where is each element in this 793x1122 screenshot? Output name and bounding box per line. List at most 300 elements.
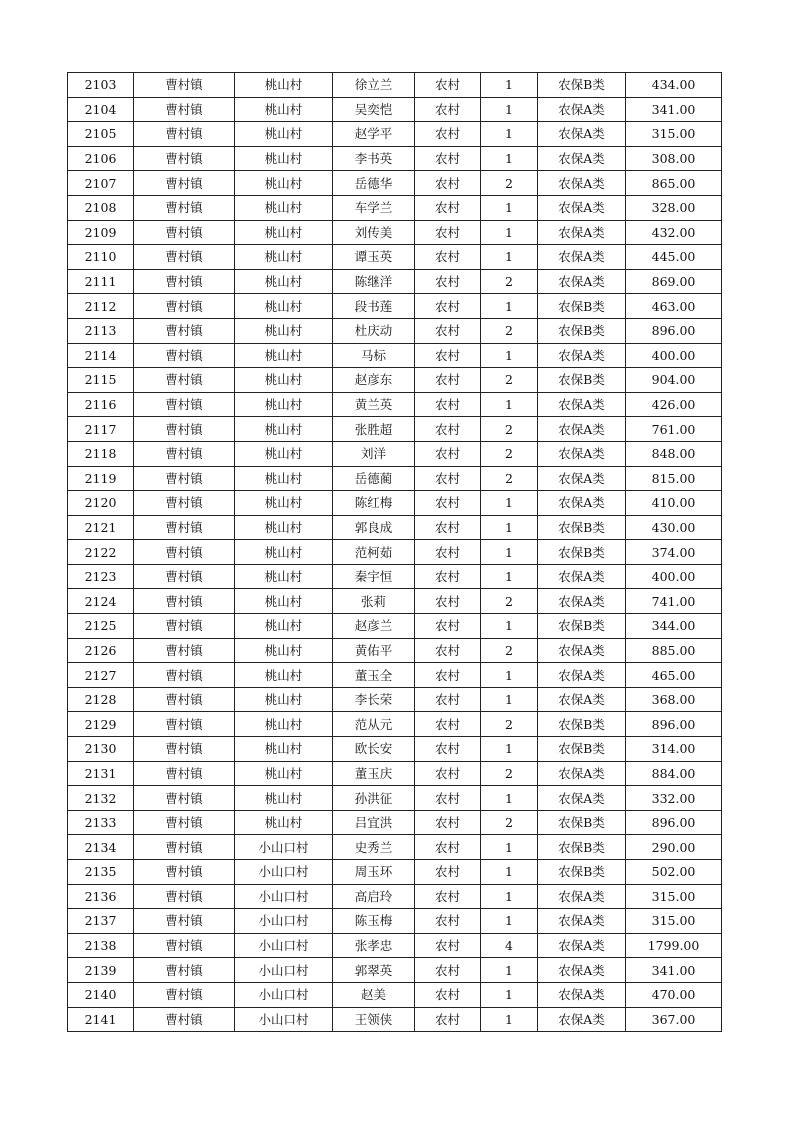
cell-household-type: 农村 <box>415 368 481 393</box>
cell-town: 曹村镇 <box>134 146 235 171</box>
cell-row-number: 2118 <box>68 441 134 466</box>
cell-amount: 865.00 <box>626 171 722 196</box>
cell-name: 张莉 <box>333 589 415 614</box>
cell-member-count: 1 <box>481 835 538 860</box>
cell-category: 农保B类 <box>538 712 626 737</box>
cell-household-type: 农村 <box>415 860 481 885</box>
cell-amount: 463.00 <box>626 294 722 319</box>
cell-village: 桃山村 <box>235 245 333 270</box>
cell-member-count: 2 <box>481 638 538 663</box>
cell-town: 曹村镇 <box>134 982 235 1007</box>
cell-member-count: 1 <box>481 343 538 368</box>
cell-town: 曹村镇 <box>134 540 235 565</box>
cell-household-type: 农村 <box>415 171 481 196</box>
cell-village: 桃山村 <box>235 146 333 171</box>
table-row <box>68 392 722 417</box>
cell-town: 曹村镇 <box>134 933 235 958</box>
cell-category: 农保A类 <box>538 392 626 417</box>
cell-category: 农保A类 <box>538 466 626 491</box>
cell-name: 王领侠 <box>333 1007 415 1032</box>
cell-name: 范从元 <box>333 712 415 737</box>
cell-household-type: 农村 <box>415 810 481 835</box>
table-row <box>68 737 722 762</box>
cell-row-number: 2109 <box>68 220 134 245</box>
table-row <box>68 933 722 958</box>
cell-category: 农保B类 <box>538 368 626 393</box>
cell-amount: 290.00 <box>626 835 722 860</box>
cell-amount: 445.00 <box>626 245 722 270</box>
cell-member-count: 4 <box>481 933 538 958</box>
cell-amount: 344.00 <box>626 614 722 639</box>
table-row <box>68 417 722 442</box>
cell-amount: 315.00 <box>626 884 722 909</box>
cell-town: 曹村镇 <box>134 368 235 393</box>
cell-household-type: 农村 <box>415 614 481 639</box>
cell-household-type: 农村 <box>415 294 481 319</box>
cell-amount: 410.00 <box>626 491 722 516</box>
table-row <box>68 761 722 786</box>
cell-row-number: 2110 <box>68 245 134 270</box>
cell-category: 农保A类 <box>538 663 626 688</box>
cell-household-type: 农村 <box>415 491 481 516</box>
cell-member-count: 2 <box>481 589 538 614</box>
table-row <box>68 835 722 860</box>
table-row <box>68 663 722 688</box>
cell-amount: 432.00 <box>626 220 722 245</box>
cell-category: 农保B类 <box>538 515 626 540</box>
cell-amount: 848.00 <box>626 441 722 466</box>
cell-household-type: 农村 <box>415 318 481 343</box>
cell-name: 张孝忠 <box>333 933 415 958</box>
table-row <box>68 786 722 811</box>
cell-name: 赵彦兰 <box>333 614 415 639</box>
cell-name: 秦宇恒 <box>333 564 415 589</box>
cell-village: 桃山村 <box>235 122 333 147</box>
cell-member-count: 1 <box>481 663 538 688</box>
cell-member-count: 1 <box>481 860 538 885</box>
cell-village: 小山口村 <box>235 860 333 885</box>
cell-row-number: 2134 <box>68 835 134 860</box>
cell-amount: 328.00 <box>626 195 722 220</box>
cell-village: 桃山村 <box>235 392 333 417</box>
cell-amount: 896.00 <box>626 712 722 737</box>
cell-town: 曹村镇 <box>134 171 235 196</box>
cell-name: 吴奕恺 <box>333 97 415 122</box>
cell-name: 杜庆动 <box>333 318 415 343</box>
table-row <box>68 146 722 171</box>
cell-member-count: 2 <box>481 368 538 393</box>
cell-town: 曹村镇 <box>134 687 235 712</box>
cell-category: 农保B类 <box>538 614 626 639</box>
cell-member-count: 1 <box>481 982 538 1007</box>
cell-member-count: 1 <box>481 392 538 417</box>
cell-member-count: 1 <box>481 737 538 762</box>
cell-amount: 465.00 <box>626 663 722 688</box>
cell-village: 小山口村 <box>235 909 333 934</box>
cell-member-count: 1 <box>481 294 538 319</box>
cell-amount: 502.00 <box>626 860 722 885</box>
cell-amount: 341.00 <box>626 97 722 122</box>
table-row <box>68 884 722 909</box>
cell-village: 小山口村 <box>235 982 333 1007</box>
cell-household-type: 农村 <box>415 663 481 688</box>
cell-household-type: 农村 <box>415 466 481 491</box>
cell-row-number: 2117 <box>68 417 134 442</box>
cell-category: 农保A类 <box>538 958 626 983</box>
cell-member-count: 1 <box>481 245 538 270</box>
cell-row-number: 2103 <box>68 73 134 98</box>
cell-name: 赵彦东 <box>333 368 415 393</box>
cell-row-number: 2112 <box>68 294 134 319</box>
cell-village: 桃山村 <box>235 368 333 393</box>
cell-household-type: 农村 <box>415 146 481 171</box>
cell-name: 段书莲 <box>333 294 415 319</box>
cell-member-count: 1 <box>481 958 538 983</box>
cell-row-number: 2121 <box>68 515 134 540</box>
cell-village: 桃山村 <box>235 810 333 835</box>
cell-category: 农保A类 <box>538 638 626 663</box>
cell-town: 曹村镇 <box>134 245 235 270</box>
cell-town: 曹村镇 <box>134 294 235 319</box>
cell-category: 农保A类 <box>538 343 626 368</box>
cell-amount: 741.00 <box>626 589 722 614</box>
cell-village: 桃山村 <box>235 318 333 343</box>
table-row <box>68 589 722 614</box>
cell-row-number: 2119 <box>68 466 134 491</box>
cell-household-type: 农村 <box>415 540 481 565</box>
cell-town: 曹村镇 <box>134 73 235 98</box>
cell-name: 董玉庆 <box>333 761 415 786</box>
cell-name: 李书英 <box>333 146 415 171</box>
cell-row-number: 2137 <box>68 909 134 934</box>
cell-village: 小山口村 <box>235 933 333 958</box>
cell-village: 桃山村 <box>235 614 333 639</box>
cell-amount: 400.00 <box>626 564 722 589</box>
table-row <box>68 318 722 343</box>
cell-household-type: 农村 <box>415 195 481 220</box>
cell-name: 谭玉英 <box>333 245 415 270</box>
cell-name: 欧长安 <box>333 737 415 762</box>
cell-category: 农保A类 <box>538 884 626 909</box>
cell-household-type: 农村 <box>415 638 481 663</box>
cell-category: 农保A类 <box>538 687 626 712</box>
cell-village: 桃山村 <box>235 589 333 614</box>
cell-village: 桃山村 <box>235 638 333 663</box>
cell-member-count: 1 <box>481 515 538 540</box>
cell-category: 农保A类 <box>538 761 626 786</box>
table-row <box>68 368 722 393</box>
cell-category: 农保A类 <box>538 171 626 196</box>
cell-village: 桃山村 <box>235 220 333 245</box>
cell-town: 曹村镇 <box>134 392 235 417</box>
cell-name: 郭翠英 <box>333 958 415 983</box>
cell-category: 农保B类 <box>538 835 626 860</box>
cell-member-count: 1 <box>481 614 538 639</box>
cell-category: 农保A类 <box>538 417 626 442</box>
cell-category: 农保A类 <box>538 589 626 614</box>
cell-category: 农保B类 <box>538 540 626 565</box>
cell-row-number: 2106 <box>68 146 134 171</box>
cell-village: 桃山村 <box>235 269 333 294</box>
cell-member-count: 1 <box>481 884 538 909</box>
cell-amount: 869.00 <box>626 269 722 294</box>
cell-household-type: 农村 <box>415 97 481 122</box>
cell-household-type: 农村 <box>415 269 481 294</box>
cell-town: 曹村镇 <box>134 663 235 688</box>
cell-category: 农保A类 <box>538 269 626 294</box>
cell-village: 桃山村 <box>235 97 333 122</box>
cell-category: 农保A类 <box>538 786 626 811</box>
cell-town: 曹村镇 <box>134 860 235 885</box>
cell-amount: 896.00 <box>626 318 722 343</box>
cell-name: 赵学平 <box>333 122 415 147</box>
cell-household-type: 农村 <box>415 417 481 442</box>
cell-amount: 904.00 <box>626 368 722 393</box>
cell-member-count: 2 <box>481 466 538 491</box>
cell-row-number: 2120 <box>68 491 134 516</box>
cell-member-count: 1 <box>481 97 538 122</box>
cell-member-count: 1 <box>481 564 538 589</box>
table-row <box>68 1007 722 1032</box>
cell-household-type: 农村 <box>415 884 481 909</box>
cell-category: 农保A类 <box>538 933 626 958</box>
cell-name: 陈玉梅 <box>333 909 415 934</box>
cell-category: 农保A类 <box>538 564 626 589</box>
cell-row-number: 2124 <box>68 589 134 614</box>
cell-category: 农保B类 <box>538 318 626 343</box>
cell-name: 孙洪征 <box>333 786 415 811</box>
cell-name: 徐立兰 <box>333 73 415 98</box>
cell-amount: 368.00 <box>626 687 722 712</box>
cell-amount: 434.00 <box>626 73 722 98</box>
cell-village: 桃山村 <box>235 466 333 491</box>
cell-row-number: 2123 <box>68 564 134 589</box>
cell-category: 农保B类 <box>538 737 626 762</box>
cell-amount: 896.00 <box>626 810 722 835</box>
cell-name: 周玉环 <box>333 860 415 885</box>
cell-name: 范柯茹 <box>333 540 415 565</box>
cell-member-count: 1 <box>481 1007 538 1032</box>
cell-amount: 885.00 <box>626 638 722 663</box>
cell-town: 曹村镇 <box>134 441 235 466</box>
table-row <box>68 958 722 983</box>
cell-village: 桃山村 <box>235 540 333 565</box>
cell-category: 农保A类 <box>538 491 626 516</box>
cell-town: 曹村镇 <box>134 1007 235 1032</box>
cell-town: 曹村镇 <box>134 343 235 368</box>
cell-amount: 315.00 <box>626 122 722 147</box>
cell-amount: 884.00 <box>626 761 722 786</box>
cell-village: 桃山村 <box>235 294 333 319</box>
cell-household-type: 农村 <box>415 122 481 147</box>
cell-row-number: 2126 <box>68 638 134 663</box>
cell-household-type: 农村 <box>415 73 481 98</box>
cell-row-number: 2115 <box>68 368 134 393</box>
cell-row-number: 2133 <box>68 810 134 835</box>
cell-household-type: 农村 <box>415 737 481 762</box>
table-row <box>68 491 722 516</box>
cell-amount: 367.00 <box>626 1007 722 1032</box>
cell-household-type: 农村 <box>415 441 481 466</box>
cell-village: 小山口村 <box>235 884 333 909</box>
cell-category: 农保A类 <box>538 982 626 1007</box>
cell-household-type: 农村 <box>415 687 481 712</box>
cell-category: 农保A类 <box>538 195 626 220</box>
cell-amount: 1799.00 <box>626 933 722 958</box>
cell-village: 桃山村 <box>235 417 333 442</box>
cell-household-type: 农村 <box>415 982 481 1007</box>
cell-row-number: 2130 <box>68 737 134 762</box>
cell-row-number: 2105 <box>68 122 134 147</box>
cell-name: 刘传美 <box>333 220 415 245</box>
cell-category: 农保A类 <box>538 1007 626 1032</box>
table-row <box>68 73 722 98</box>
cell-town: 曹村镇 <box>134 884 235 909</box>
cell-household-type: 农村 <box>415 909 481 934</box>
table-row <box>68 441 722 466</box>
table-row <box>68 860 722 885</box>
cell-household-type: 农村 <box>415 786 481 811</box>
cell-name: 岳德华 <box>333 171 415 196</box>
cell-town: 曹村镇 <box>134 909 235 934</box>
cell-row-number: 2122 <box>68 540 134 565</box>
cell-village: 桃山村 <box>235 343 333 368</box>
cell-town: 曹村镇 <box>134 810 235 835</box>
cell-category: 农保A类 <box>538 97 626 122</box>
table-row <box>68 269 722 294</box>
table-row <box>68 515 722 540</box>
cell-town: 曹村镇 <box>134 835 235 860</box>
cell-member-count: 1 <box>481 687 538 712</box>
cell-member-count: 2 <box>481 318 538 343</box>
cell-town: 曹村镇 <box>134 564 235 589</box>
cell-town: 曹村镇 <box>134 122 235 147</box>
cell-town: 曹村镇 <box>134 712 235 737</box>
cell-category: 农保B类 <box>538 810 626 835</box>
table-row <box>68 712 722 737</box>
cell-member-count: 2 <box>481 441 538 466</box>
cell-village: 桃山村 <box>235 564 333 589</box>
table-row <box>68 614 722 639</box>
cell-row-number: 2140 <box>68 982 134 1007</box>
cell-household-type: 农村 <box>415 589 481 614</box>
cell-category: 农保B类 <box>538 860 626 885</box>
cell-village: 小山口村 <box>235 958 333 983</box>
cell-household-type: 农村 <box>415 1007 481 1032</box>
cell-row-number: 2125 <box>68 614 134 639</box>
cell-village: 桃山村 <box>235 687 333 712</box>
cell-category: 农保A类 <box>538 441 626 466</box>
cell-name: 刘洋 <box>333 441 415 466</box>
cell-member-count: 2 <box>481 712 538 737</box>
cell-village: 桃山村 <box>235 761 333 786</box>
cell-village: 桃山村 <box>235 195 333 220</box>
cell-category: 农保A类 <box>538 146 626 171</box>
cell-village: 小山口村 <box>235 1007 333 1032</box>
cell-name: 史秀兰 <box>333 835 415 860</box>
table-row <box>68 220 722 245</box>
cell-amount: 815.00 <box>626 466 722 491</box>
table-body <box>68 73 722 1032</box>
cell-row-number: 2113 <box>68 318 134 343</box>
cell-town: 曹村镇 <box>134 195 235 220</box>
cell-name: 郭良成 <box>333 515 415 540</box>
cell-village: 桃山村 <box>235 712 333 737</box>
cell-row-number: 2129 <box>68 712 134 737</box>
cell-row-number: 2132 <box>68 786 134 811</box>
cell-town: 曹村镇 <box>134 466 235 491</box>
cell-member-count: 1 <box>481 491 538 516</box>
cell-member-count: 1 <box>481 220 538 245</box>
cell-town: 曹村镇 <box>134 417 235 442</box>
cell-member-count: 1 <box>481 909 538 934</box>
cell-town: 曹村镇 <box>134 737 235 762</box>
cell-name: 黄兰英 <box>333 392 415 417</box>
table-row <box>68 909 722 934</box>
cell-village: 桃山村 <box>235 663 333 688</box>
cell-household-type: 农村 <box>415 958 481 983</box>
cell-row-number: 2131 <box>68 761 134 786</box>
cell-amount: 374.00 <box>626 540 722 565</box>
cell-row-number: 2116 <box>68 392 134 417</box>
cell-amount: 332.00 <box>626 786 722 811</box>
cell-member-count: 1 <box>481 73 538 98</box>
cell-town: 曹村镇 <box>134 97 235 122</box>
cell-name: 吕宜洪 <box>333 810 415 835</box>
cell-town: 曹村镇 <box>134 589 235 614</box>
cell-row-number: 2141 <box>68 1007 134 1032</box>
table-row <box>68 245 722 270</box>
cell-row-number: 2139 <box>68 958 134 983</box>
cell-town: 曹村镇 <box>134 638 235 663</box>
cell-member-count: 1 <box>481 786 538 811</box>
cell-name: 陈红梅 <box>333 491 415 516</box>
cell-member-count: 1 <box>481 540 538 565</box>
cell-household-type: 农村 <box>415 761 481 786</box>
cell-household-type: 农村 <box>415 712 481 737</box>
cell-town: 曹村镇 <box>134 491 235 516</box>
cell-amount: 400.00 <box>626 343 722 368</box>
table-row <box>68 982 722 1007</box>
table-row <box>68 564 722 589</box>
cell-amount: 426.00 <box>626 392 722 417</box>
cell-village: 桃山村 <box>235 515 333 540</box>
table-row <box>68 294 722 319</box>
cell-name: 车学兰 <box>333 195 415 220</box>
cell-name: 张胜超 <box>333 417 415 442</box>
cell-household-type: 农村 <box>415 835 481 860</box>
table-row <box>68 195 722 220</box>
cell-amount: 430.00 <box>626 515 722 540</box>
cell-row-number: 2108 <box>68 195 134 220</box>
benefit-table <box>67 72 722 1032</box>
cell-village: 桃山村 <box>235 73 333 98</box>
cell-category: 农保A类 <box>538 245 626 270</box>
cell-name: 董玉全 <box>333 663 415 688</box>
cell-village: 桃山村 <box>235 491 333 516</box>
cell-town: 曹村镇 <box>134 515 235 540</box>
cell-town: 曹村镇 <box>134 761 235 786</box>
cell-name: 陈继洋 <box>333 269 415 294</box>
cell-row-number: 2107 <box>68 171 134 196</box>
table-row <box>68 343 722 368</box>
cell-town: 曹村镇 <box>134 269 235 294</box>
table-row <box>68 466 722 491</box>
cell-town: 曹村镇 <box>134 786 235 811</box>
cell-category: 农保B类 <box>538 294 626 319</box>
cell-row-number: 2111 <box>68 269 134 294</box>
table-row <box>68 810 722 835</box>
